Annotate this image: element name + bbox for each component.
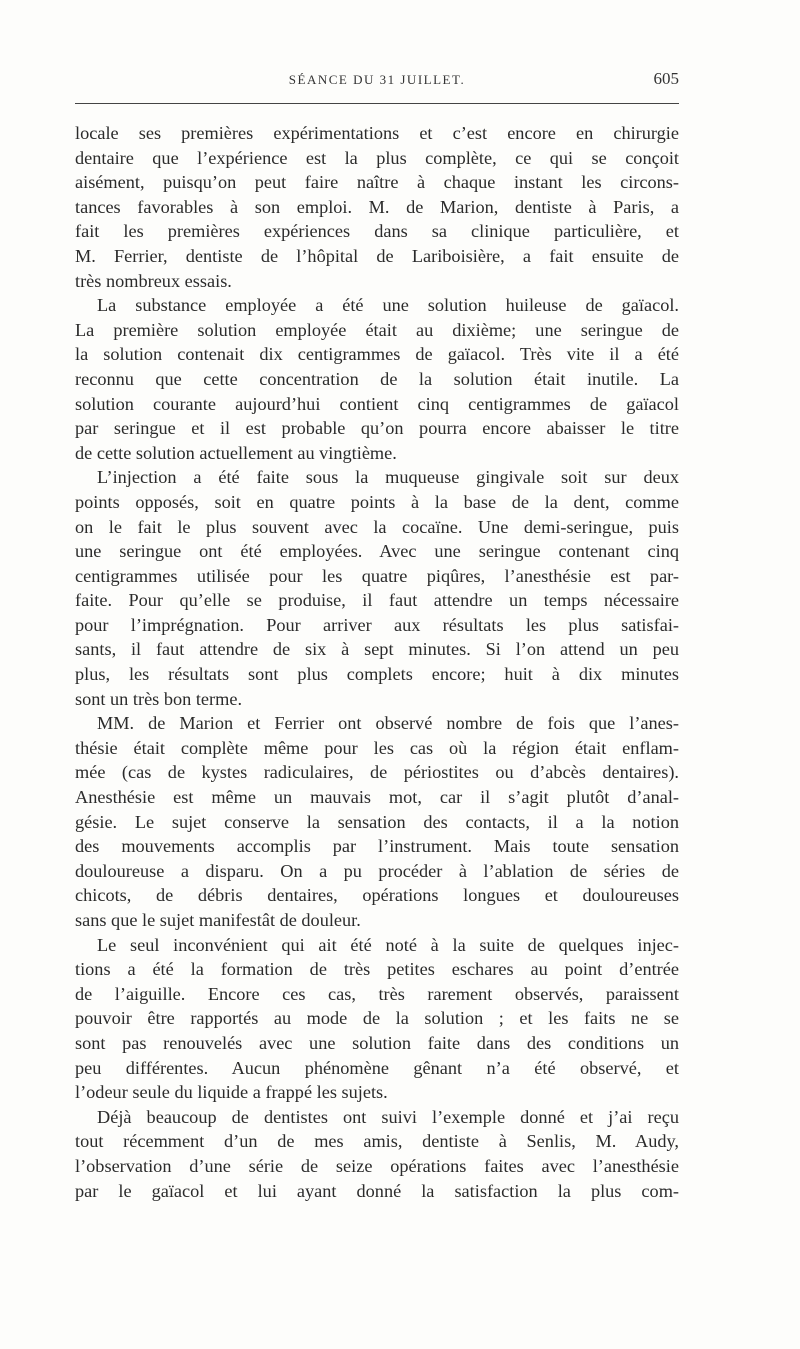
text-line: Anesthésie est même un mauvais mot, car il s’agit plutôt d’anal- [75, 787, 679, 808]
text-line: l’odeur seule du liquide a frappé les sujets. [75, 1082, 388, 1103]
text-line: tances favorables à son emploi. M. de Marion, dentiste à Paris, a [75, 196, 679, 217]
text-line: MM. de Marion et Ferrier ont observé nombre de fois que l’anes- [97, 713, 679, 734]
text-line: La substance employée a été une solution huileuse de gaïacol. [97, 295, 679, 316]
page-number: 605 [653, 69, 679, 88]
text-line: La première solution employée était au dixième; une seringue de [75, 319, 679, 340]
text-line: gésie. Le sujet conserve la sensation des contacts, il a la notion [75, 811, 679, 832]
text-line: des mouvements accomplis par l’instrument. Mais toute sensation [75, 836, 679, 857]
text-line: tions a été la formation de très petites eschares au point d’entrée [75, 959, 679, 980]
text-line: sont un très bon terme. [75, 688, 243, 709]
text-line: on le fait le plus souvent avec la cocaïne. Une demi-seringue, puis [75, 516, 679, 537]
text-line: thésie était complète même pour les cas où la région était enflam- [75, 737, 679, 758]
text-line: chicots, de débris dentaires, opérations longues et douloureuses [75, 885, 679, 906]
text-line: faite. Pour qu’elle se produise, il faut attendre un temps nécessaire [75, 590, 679, 611]
text-line: plus, les résultats sont plus complets encore; huit à dix minutes [75, 664, 679, 685]
text-line: aisément, puisqu’on peut faire naître à chaque instant les circons- [75, 172, 679, 193]
text-line: locale ses premières expérimentations et c’est encore en chirurgie [75, 123, 679, 143]
text-line: une seringue ont été employées. Avec une seringue contenant cinq [75, 541, 679, 562]
text-line: de l’aiguille. Encore ces cas, très rarement observés, paraissent [75, 983, 679, 1004]
text-line: reconnu que cette concentration de la solution était inutile. La [75, 368, 679, 389]
text-line: douloureuse a disparu. On a pu procéder à l’ablation de séries de [75, 860, 679, 881]
text-line: pour l’imprégnation. Pour arriver aux résultats les plus satisfai- [75, 614, 679, 635]
text-line: M. Ferrier, dentiste de l’hôpital de Lariboisière, a fait ensuite de [75, 245, 679, 266]
text-line: pouvoir être rapportés au mode de la solution ; et les faits ne se [75, 1008, 679, 1029]
text-line: peu différentes. Aucun phénomène gênant n’a été observé, et [75, 1057, 679, 1078]
text-line: centigrammes utilisée pour les quatre piqûres, l’anesthésie est par- [75, 565, 679, 586]
text-line: l’observation d’une série de seize opérations faites avec l’anesthésie [75, 1155, 679, 1176]
text-line: sans que le sujet manifestât de douleur. [75, 910, 361, 930]
text-line: par le gaïacol et lui ayant donné la satisfaction la plus com- [75, 1180, 679, 1201]
text-line: Déjà beaucoup de dentistes ont suivi l’exemple donné et j’ai reçu [97, 1106, 679, 1127]
text-line: sants, il faut attendre de six à sept minutes. Si l’on attend un peu [75, 639, 679, 660]
header-rule [75, 103, 679, 104]
text-line: sont pas renouvelés avec une solution faite dans des conditions un [75, 1032, 679, 1053]
text-line: fait les premières expériences dans sa clinique particulière, et [75, 221, 679, 242]
text-line: Le seul inconvénient qui ait été noté à la suite de quelques injec- [97, 934, 679, 955]
text-line: de cette solution actuellement au vingtième. [75, 442, 397, 463]
text-line: par seringue et il est probable qu’on pourra encore abaisser le titre [75, 418, 679, 439]
text-line: mée (cas de kystes radiculaires, de périostites ou d’abcès dentaires). [75, 762, 679, 783]
running-header [75, 69, 679, 102]
text-line: points opposés, soit en quatre points à la base de la dent, comme [75, 491, 679, 512]
text-line: solution courante aujourd’hui contient cinq centigrammes de gaïacol [75, 393, 679, 414]
text-line: tout récemment d’un de mes amis, dentiste à Senlis, M. Audy, [75, 1131, 679, 1152]
text-line: dentaire que l’expérience est la plus complète, ce qui se conçoit [75, 147, 679, 168]
body-text [75, 121, 679, 1203]
text-line: L’injection a été faite sous la muqueuse gingivale soit sur deux [97, 467, 679, 488]
text-line: la solution contenait dix centigrammes de gaïacol. Très vite il a été [75, 344, 679, 365]
text-line: très nombreux essais. [75, 270, 232, 291]
header-title: SÉANCE DU 31 JUILLET. [288, 72, 466, 87]
